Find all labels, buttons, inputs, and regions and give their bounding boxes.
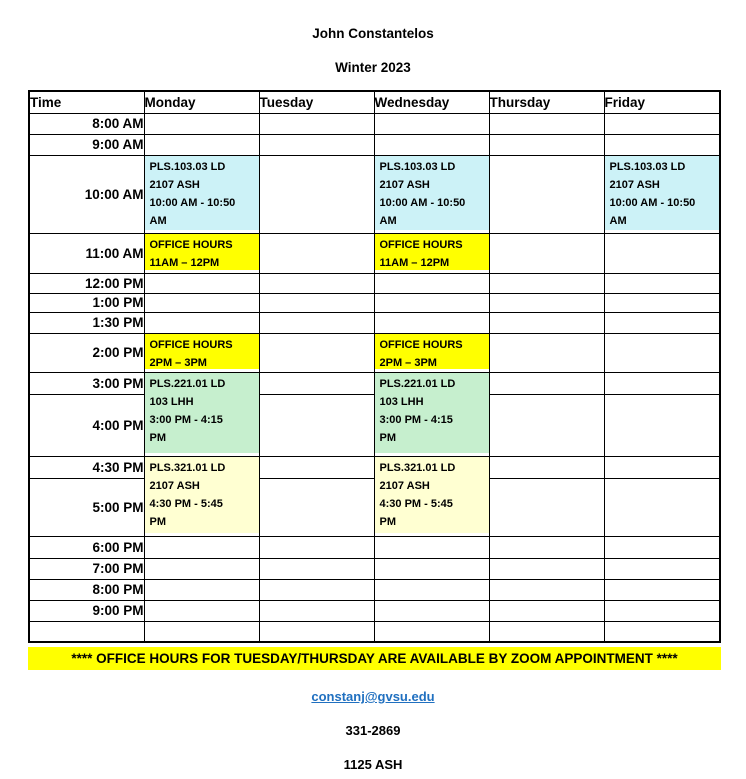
office-hours-block-pm xyxy=(145,334,259,369)
empty-cell xyxy=(259,134,374,155)
empty-cell xyxy=(259,478,374,536)
empty-cell xyxy=(604,134,720,155)
course-room: 2107 ASH xyxy=(149,479,200,492)
course-time: 4:30 PM - 5:45 PM xyxy=(379,497,453,528)
course-code: PLS.103.03 LD xyxy=(379,160,456,173)
course-room: 103 LHH xyxy=(149,395,194,408)
office-hours-title: OFFICE HOURS xyxy=(149,338,233,351)
cell-wednesday-3pm xyxy=(374,372,489,456)
office-location: 1125 ASH xyxy=(343,757,403,772)
course-room: 2107 ASH xyxy=(379,479,430,492)
empty-cell xyxy=(604,293,720,312)
row-2pm xyxy=(29,333,720,372)
row-7pm xyxy=(29,558,720,579)
time-label: 8:00 AM xyxy=(29,113,144,134)
time-label: 10:00 AM xyxy=(29,155,144,233)
empty-cell xyxy=(604,372,720,394)
class-block-pls321 xyxy=(145,457,259,533)
empty-cell xyxy=(144,273,259,293)
empty-cell xyxy=(489,600,604,621)
row-10am xyxy=(29,155,720,233)
time-label: 7:00 PM xyxy=(29,558,144,579)
empty-cell xyxy=(144,134,259,155)
office-hours-title: OFFICE HOURS xyxy=(379,338,463,351)
empty-cell xyxy=(259,600,374,621)
column-header-wednesday: Wednesday xyxy=(374,91,489,113)
class-block-pls321 xyxy=(375,457,489,533)
class-block-pls103 xyxy=(145,156,259,230)
empty-cell xyxy=(604,233,720,273)
empty-cell xyxy=(489,372,604,394)
office-hours-title: OFFICE HOURS xyxy=(379,238,463,251)
empty-cell xyxy=(604,579,720,600)
empty-cell xyxy=(604,478,720,536)
office-hours-block-pm xyxy=(375,334,489,369)
empty-cell xyxy=(259,312,374,333)
empty-cell xyxy=(29,621,144,642)
cell-wednesday-10am xyxy=(374,155,489,233)
time-label: 2:00 PM xyxy=(29,333,144,372)
empty-cell xyxy=(144,558,259,579)
empty-cell xyxy=(259,273,374,293)
time-label: 3:00 PM xyxy=(29,372,144,394)
time-label: 11:00 AM xyxy=(29,233,144,273)
empty-cell xyxy=(259,155,374,233)
time-label: 9:00 PM xyxy=(29,600,144,621)
time-label: 4:00 PM xyxy=(29,394,144,456)
course-time: 10:00 AM - 10:50 AM xyxy=(149,196,236,227)
office-hours-block-am xyxy=(145,234,259,270)
phone-number: 331-2869 xyxy=(345,723,401,738)
empty-cell xyxy=(374,293,489,312)
empty-cell xyxy=(259,621,374,642)
course-time: 4:30 PM - 5:45 PM xyxy=(149,497,223,528)
empty-cell xyxy=(259,536,374,558)
empty-cell xyxy=(489,621,604,642)
class-block-pls103 xyxy=(375,156,489,230)
empty-cell xyxy=(489,312,604,333)
class-block-pls221 xyxy=(375,373,489,453)
empty-cell xyxy=(144,293,259,312)
page-subtitle: Winter 2023 xyxy=(335,60,411,75)
office-hours-time: 11AM – 12PM xyxy=(149,256,220,269)
empty-cell xyxy=(259,113,374,134)
course-time: 3:00 PM - 4:15 PM xyxy=(379,413,453,444)
row-1pm xyxy=(29,293,720,312)
empty-cell xyxy=(144,579,259,600)
empty-cell xyxy=(604,621,720,642)
empty-cell xyxy=(374,558,489,579)
column-header-monday: Monday xyxy=(144,91,259,113)
course-code: PLS.221.01 LD xyxy=(379,377,456,390)
row-12pm xyxy=(29,273,720,293)
column-header-friday: Friday xyxy=(604,91,720,113)
empty-cell xyxy=(144,536,259,558)
cell-monday-10am xyxy=(144,155,259,233)
time-label: 4:30 PM xyxy=(29,456,144,478)
row-blank xyxy=(29,621,720,642)
empty-cell xyxy=(489,293,604,312)
course-code: PLS.321.01 LD xyxy=(379,461,456,474)
row-9pm xyxy=(29,600,720,621)
row-8pm xyxy=(29,579,720,600)
cell-monday-3pm xyxy=(144,372,259,456)
cell-monday-11am xyxy=(144,233,259,273)
empty-cell xyxy=(489,333,604,372)
course-code: PLS.103.03 LD xyxy=(149,160,226,173)
course-time: 3:00 PM - 4:15 PM xyxy=(149,413,223,444)
empty-cell xyxy=(489,394,604,456)
office-hours-block-am xyxy=(375,234,489,270)
empty-cell xyxy=(489,113,604,134)
empty-cell xyxy=(604,600,720,621)
time-label: 1:30 PM xyxy=(29,312,144,333)
empty-cell xyxy=(259,293,374,312)
zoom-appointment-banner: **** OFFICE HOURS FOR TUESDAY/THURSDAY ARE AVAILABLE BY ZOOM APPOINTMENT **** xyxy=(28,647,721,670)
cell-wednesday-11am xyxy=(374,233,489,273)
course-code: PLS.221.01 LD xyxy=(149,377,226,390)
time-label: 6:00 PM xyxy=(29,536,144,558)
course-room: 103 LHH xyxy=(379,395,424,408)
empty-cell xyxy=(259,372,374,394)
column-header-tuesday: Tuesday xyxy=(259,91,374,113)
email-link[interactable]: constanj@gvsu.edu xyxy=(311,689,435,704)
row-9am xyxy=(29,134,720,155)
empty-cell xyxy=(374,536,489,558)
office-hours-time: 11AM – 12PM xyxy=(379,256,450,269)
class-block-pls221 xyxy=(145,373,259,453)
office-hours-time: 2PM – 3PM xyxy=(149,356,207,369)
time-label: 1:00 PM xyxy=(29,293,144,312)
course-time: 10:00 AM - 10:50 AM xyxy=(379,196,466,227)
empty-cell xyxy=(604,558,720,579)
empty-cell xyxy=(489,134,604,155)
row-6pm xyxy=(29,536,720,558)
empty-cell xyxy=(144,600,259,621)
course-code: PLS.103.03 LD xyxy=(609,160,686,173)
course-room: 2107 ASH xyxy=(609,178,660,191)
cell-monday-430pm xyxy=(144,456,259,536)
empty-cell xyxy=(604,312,720,333)
empty-cell xyxy=(489,478,604,536)
empty-cell xyxy=(489,155,604,233)
empty-cell xyxy=(489,456,604,478)
empty-cell xyxy=(604,394,720,456)
empty-cell xyxy=(374,134,489,155)
empty-cell xyxy=(144,621,259,642)
cell-wednesday-2pm xyxy=(374,333,489,372)
empty-cell xyxy=(489,579,604,600)
empty-cell xyxy=(259,579,374,600)
empty-cell xyxy=(144,312,259,333)
empty-cell xyxy=(144,113,259,134)
empty-cell xyxy=(489,273,604,293)
empty-cell xyxy=(374,621,489,642)
cell-wednesday-430pm xyxy=(374,456,489,536)
empty-cell xyxy=(259,233,374,273)
empty-cell xyxy=(604,113,720,134)
row-11am xyxy=(29,233,720,273)
row-130pm xyxy=(29,312,720,333)
empty-cell xyxy=(604,273,720,293)
empty-cell xyxy=(604,456,720,478)
empty-cell xyxy=(374,600,489,621)
cell-friday-10am xyxy=(604,155,720,233)
empty-cell xyxy=(259,558,374,579)
empty-cell xyxy=(374,273,489,293)
empty-cell xyxy=(259,456,374,478)
class-block-pls103 xyxy=(605,156,720,230)
header-row xyxy=(29,91,720,113)
empty-cell xyxy=(259,394,374,456)
empty-cell xyxy=(259,333,374,372)
empty-cell xyxy=(489,558,604,579)
page-title: John Constantelos xyxy=(312,26,434,41)
time-label: 5:00 PM xyxy=(29,478,144,536)
course-time: 10:00 AM - 10:50 AM xyxy=(609,196,696,227)
empty-cell xyxy=(604,333,720,372)
weekly-schedule-table xyxy=(28,90,721,643)
course-room: 2107 ASH xyxy=(379,178,430,191)
empty-cell xyxy=(374,579,489,600)
course-code: PLS.321.01 LD xyxy=(149,461,226,474)
time-label: 8:00 PM xyxy=(29,579,144,600)
empty-cell xyxy=(374,113,489,134)
empty-cell xyxy=(489,536,604,558)
cell-monday-2pm xyxy=(144,333,259,372)
row-8am xyxy=(29,113,720,134)
office-hours-time: 2PM – 3PM xyxy=(379,356,437,369)
column-header-thursday: Thursday xyxy=(489,91,604,113)
empty-cell xyxy=(604,536,720,558)
time-label: 12:00 PM xyxy=(29,273,144,293)
time-label: 9:00 AM xyxy=(29,134,144,155)
row-430pm xyxy=(29,456,720,478)
empty-cell xyxy=(374,312,489,333)
office-hours-title: OFFICE HOURS xyxy=(149,238,233,251)
column-header-time: Time xyxy=(29,91,144,113)
course-room: 2107 ASH xyxy=(149,178,200,191)
row-3pm xyxy=(29,372,720,394)
empty-cell xyxy=(489,233,604,273)
